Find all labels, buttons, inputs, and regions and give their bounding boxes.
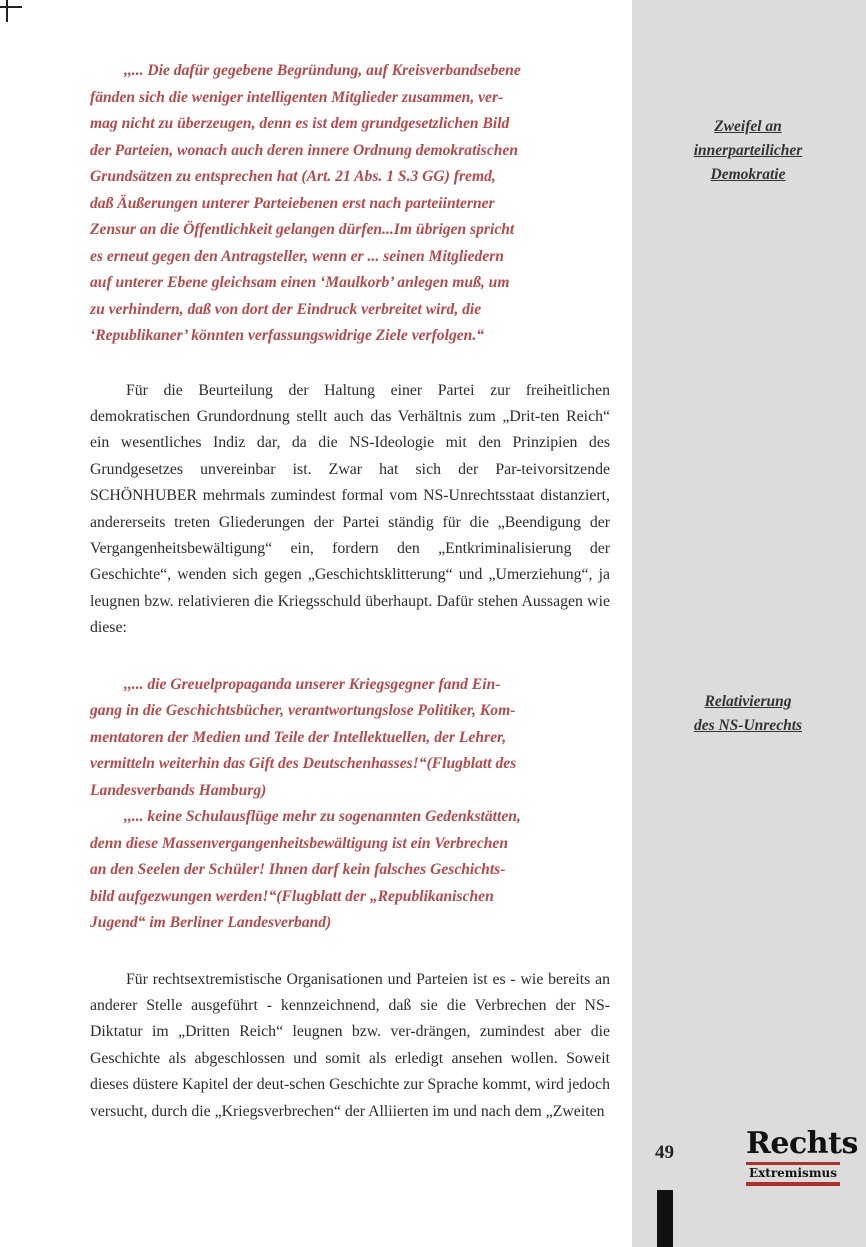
quote-line: der Parteien, wonach auch deren innere Ordnung demokratischen bbox=[90, 141, 519, 159]
main-text bbox=[90, 58, 610, 1125]
quote-line: zu verhindern, daß von dort der Eindruck verbreitet wird, die bbox=[90, 300, 482, 318]
quote-line: Zensur an die Öffentlichkeit gelangen dürfen...Im übrigen spricht bbox=[90, 221, 515, 238]
logo-title: Rechts bbox=[746, 1126, 858, 1161]
quote-line: ,,... keine Schulausflüge mehr zu sogenannten Gedenkstätten, bbox=[124, 808, 521, 826]
logo-subtitle: Extremismus bbox=[746, 1162, 840, 1181]
quote-line: Grundsätzen zu entsprechen hat (Art. 21 Abs. 1 S.3 GG) fremd, bbox=[90, 168, 496, 185]
body-paragraph-1: Für die Beurteilung der Haltung einer Partei zur freiheitlichen demokratischen Grundordnung stellt auch das Verhältnis zum „Drit-ten Reich“ ein wesentliches Indiz dar, da die NS-Ideologie mit den Prinzipien des Grundgesetzes unvereinbar ist. Zwar hat sich der Par-teivorsitzende SCHÖNHUBER mehrmals zumindest formal vom NS-Unrechtsstaat distanziert, andererseits treten Gliederungen der Partei ständig für die „Beendigung der Vergangenheitsbewältigung“ ein, fordern den „Entkriminalisierung der Geschichte“, wenden sich gegen „Geschichtsklitterung“ und „Umerziehung“, ja leugnen bzw. relativieren die Kriegsschuld überhaupt. Dafür stehen Aussagen wie diese: bbox=[90, 381, 610, 637]
quote-line: mentatoren der Medien und Teile der Intellektuellen, der Lehrer, bbox=[90, 728, 507, 746]
quote-block-3 bbox=[90, 804, 610, 937]
quote-line: bild aufgezwungen werden!“(Flugblatt der „Republikanischen bbox=[90, 887, 494, 905]
body-paragraph-2: Für rechtsextremistische Organisationen und Parteien ist es - wie bereits an anderer Stelle ausgeführt - kennzeichnend, daß sie die Verbrechen der NS-Diktatur im „Dritten Reich“ leugnen bzw. ver-drängen, zumindest aber die Geschichte als abgeschlossen und somit als erledigt ansehen wollen. Soweit dieses düstere Kapitel der deut-schen Geschichte zur Sprache kommt, wird jedoch versucht, durch die „Kriegsverbrechen“ der Alliierten im und nach dem „Zweiten bbox=[90, 970, 610, 1120]
quote-line: Landesverbands Hamburg) bbox=[90, 781, 267, 799]
quote-line: gang in die Geschichtsbücher, verantwortungslose Politiker, Kom- bbox=[90, 702, 516, 720]
quote-block-1 bbox=[90, 58, 610, 350]
crop-mark bbox=[6, 0, 8, 22]
quote-line: denn diese Massenvergangenheitsbewältigung ist ein Verbrechen bbox=[90, 834, 509, 852]
quote-line: daß Äußerungen unterer Parteiebenen erst nach parteiinterner bbox=[90, 194, 495, 212]
margin-note-ns-relativization: Relativierung des NS-Unrechts bbox=[693, 693, 803, 734]
quote-line: mag nicht zu überzeugen, denn es ist dem grundgesetzlichen Bild bbox=[90, 115, 510, 132]
quote-block-2 bbox=[90, 672, 610, 805]
quote-line: ,,... Die dafür gegebene Begründung, auf Kreisverbandsebene bbox=[124, 62, 521, 79]
crop-mark bbox=[0, 6, 22, 8]
quote-line: fänden sich die weniger intelligenten Mitglieder zusammen, ver- bbox=[90, 88, 504, 106]
page-number: 49 bbox=[655, 1142, 674, 1163]
quote-line: an den Seelen der Schüler! Ihnen darf kein falsches Geschichts- bbox=[90, 861, 506, 879]
page-tab-marker bbox=[657, 1190, 673, 1247]
quote-line: vermitteln weiterhin das Gift des Deutschenhasses!“(Flugblatt des bbox=[90, 755, 517, 773]
quote-line: auf unterer Ebene gleichsam einen ‘Maulkorb’ anlegen muß, um bbox=[90, 274, 510, 291]
margin-column bbox=[632, 0, 866, 1247]
logo-accent-line bbox=[746, 1182, 840, 1186]
quote-line: Jugend“ im Berliner Landesverband) bbox=[90, 914, 332, 932]
margin-note-democracy: Zweifel an innerparteilicher Demokratie bbox=[693, 118, 803, 183]
rechtsextremismus-logo bbox=[746, 1126, 858, 1186]
quote-line: ,,... die Greuelpropaganda unserer Kriegsgegner fand Ein- bbox=[124, 675, 501, 693]
quote-line: es erneut gegen den Antragsteller, wenn er ... seinen Mitgliedern bbox=[90, 247, 504, 265]
quote-line: ‘Republikaner’ könnten verfassungswidrige Ziele verfolgen.“ bbox=[90, 327, 485, 344]
